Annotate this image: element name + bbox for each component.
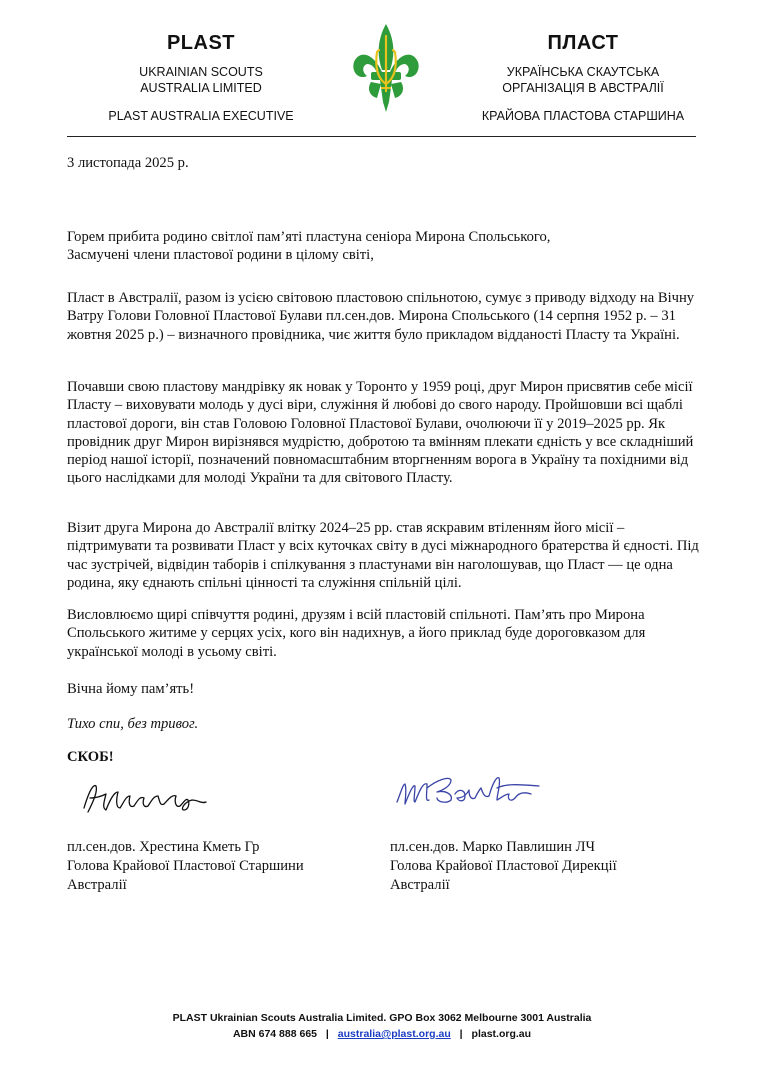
footer-email-link[interactable]: australia@plast.org.au (337, 1028, 451, 1040)
signatory-role-country: Австралії (390, 877, 450, 893)
header-ukrainian-block (463, 30, 703, 124)
letter-greeting (67, 228, 700, 265)
footer-abn: ABN 674 888 665 (232, 1028, 317, 1040)
footer-separator: | (325, 1028, 329, 1040)
letter-date: 3 листопада 2025 р. (67, 155, 189, 171)
letter-paragraph: Почавши свою пластову мандрівку як новак у Торонто у 1959 році, друг Мирон присвятив себе місії Пласту – виховувати молодь у дусі віри, служіння й любові до свого народу. Пройшовши всі щаблі пластової дороги, він став Головою Головної Пластової Булави, очолюючи її у 2019–2025 рр. Як провідник друг Мирон вирізнявся мудрістю, добротою та вмінням плекати єдність у все складніший період нашої історії, позначений повномасштабним вторгненням ворога в Україну та похідними від цього наслідками для молоді України та для світового Пласту. (67, 379, 694, 487)
org-name-ukrainian: ПЛАСТ (547, 32, 619, 54)
handwritten-signature-right (393, 772, 543, 812)
motto-line: Тихо спи, без тривог. (67, 716, 199, 732)
signatory-name: пл.сен.дов. Хрестина Кметь Гр (67, 839, 260, 855)
signatory-role: Голова Крайової Пластової Дирекції (390, 858, 617, 874)
signatory-role: Голова Крайової Пластової Старшини (67, 858, 304, 874)
letter-paragraph: Пласт в Австралії, разом із усією світовою пластовою спільнотою, сумує з приводу відходу на Вічну Ватру Голови Головної Пластової Булави пл.сен.дов. Мирона Спольського (14 серпня 1952 р. – 31 жовтня 2025 р.) – визначного провідника, чиє життя було прикладом відданості Пласту та Україні. (67, 290, 695, 343)
farewell-line: Вічна йому пам’ять! (67, 681, 195, 697)
org-subtitle-line1: UKRAINIAN SCOUTS (139, 65, 263, 79)
signatory-role-country: Австралії (67, 877, 127, 893)
plast-lily-logo-icon (351, 22, 421, 114)
handwritten-signature-left (80, 778, 220, 818)
org-subtitle-line2: AUSTRALIA LIMITED (140, 81, 262, 95)
org-name-english: PLAST (166, 32, 236, 54)
footer-separator: | (459, 1028, 463, 1040)
closing-salute: СКОБ! (67, 749, 114, 765)
greeting-line: Горем прибита родино світлої пам’яті пластуна сеніора Мирона Спольського, (67, 229, 551, 245)
header-english-block (81, 30, 321, 124)
org-subtitle-ua-line2: ОРГАНІЗАЦІЯ В АВСТРАЛІЇ (502, 81, 664, 95)
executive-name-ukrainian: КРАЙОВА ПЛАСТОВА СТАРШИНА (481, 109, 685, 123)
page-footer (0, 1010, 764, 1042)
signatory-left (67, 838, 367, 895)
footer-contacts (0, 1026, 764, 1042)
footer-website: plast.org.au (471, 1028, 532, 1040)
header-divider (67, 136, 696, 137)
executive-name-english: PLAST AUSTRALIA EXECUTIVE (108, 109, 294, 123)
greeting-line: Засмучені члени пластової родини в цілому світі, (67, 247, 374, 264)
signatory-right (390, 838, 700, 895)
letter-paragraph: Візит друга Мирона до Австралії влітку 2024–25 рр. став яскравим втіленням його місії – підтримувати та розвивати Пласт у всіх куточках світу в дусі міжнародного братерства й єдності. Під час зустрічей, відвідин таборів і спілкування з пластунами він наголошував, що Пласт — це одна родина, яку єднають спільні цінності та служіння спільній цілі. (67, 520, 699, 591)
footer-address: PLAST Ukrainian Scouts Australia Limited. GPO Box 3062 Melbourne 3001 Australia (172, 1012, 592, 1024)
signatory-name: пл.сен.дов. Марко Павлишин ЛЧ (390, 839, 595, 855)
letter-paragraph: Висловлюємо щирі співчуття родині, друзям і всій пластовій спільноті. Пам’ять про Мирона Спольського житиме у серцях усіх, кого він надихнув, а його приклад буде дороговказом для української молоді в усьому світі. (67, 607, 646, 660)
org-subtitle-ua-line1: УКРАЇНСЬКА СКАУТСЬКА (506, 65, 660, 79)
